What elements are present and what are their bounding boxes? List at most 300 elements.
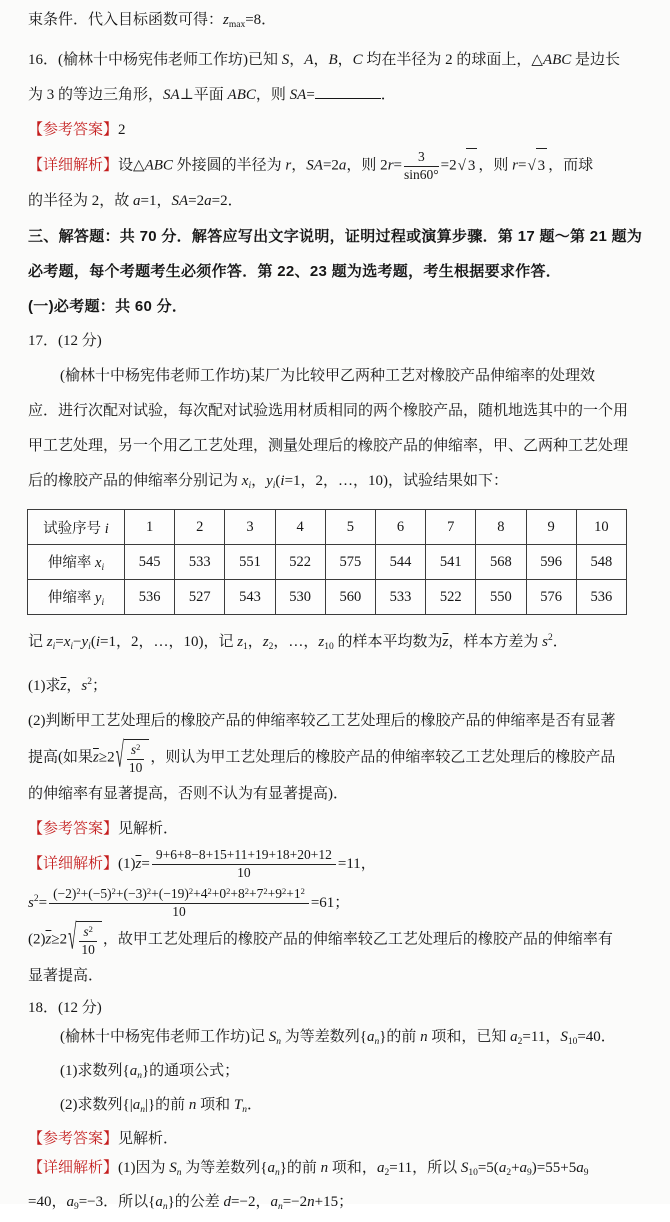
analysis-17-line-4 bbox=[0, 959, 670, 994]
fraction-numerator bbox=[127, 742, 145, 760]
text-run: i bbox=[248, 481, 252, 491]
text-run: 2 bbox=[547, 633, 553, 643]
text-run: ， bbox=[291, 157, 307, 174]
text-run: 项和， bbox=[328, 1160, 377, 1176]
text-run: 2 bbox=[146, 886, 152, 897]
text-run: 为等差数列{ bbox=[281, 1029, 367, 1045]
text-run: 9+6+8−8+15+11+19+18+20+12 bbox=[155, 847, 332, 863]
text-run: a bbox=[366, 1029, 375, 1045]
text-run: 544 bbox=[389, 553, 412, 570]
text-run: a bbox=[204, 193, 212, 209]
text-run: $\overline{z}$ bbox=[135, 856, 142, 872]
table-cell bbox=[526, 580, 576, 615]
text-run: ， bbox=[66, 678, 82, 694]
fraction bbox=[152, 847, 336, 882]
text-run: ； bbox=[91, 678, 107, 694]
text-run: n bbox=[277, 1202, 283, 1212]
text-run: ， bbox=[247, 634, 263, 650]
text-run: = bbox=[38, 895, 48, 911]
text-run: 1 bbox=[243, 642, 248, 652]
text-run: 2 bbox=[207, 886, 212, 897]
text-run: 9 bbox=[583, 1168, 589, 1178]
text-run: ABC bbox=[144, 157, 173, 174]
text-run: 560 bbox=[339, 588, 362, 605]
text-run: (2) bbox=[28, 931, 46, 948]
text-run: =40， bbox=[28, 1194, 67, 1210]
text-run: s bbox=[83, 924, 89, 940]
text-run: (1)求数列{ bbox=[60, 1063, 130, 1079]
text-run: 2 bbox=[517, 1037, 523, 1047]
text-run: 576 bbox=[540, 588, 562, 605]
table-cell bbox=[125, 510, 175, 545]
problem-17-q2-line-2 bbox=[0, 739, 670, 777]
table-cell bbox=[28, 510, 125, 545]
table-cell bbox=[426, 580, 476, 615]
text-run: 2 bbox=[33, 894, 39, 904]
problem-17-def-line bbox=[0, 621, 670, 665]
problem-18-q1 bbox=[0, 1057, 670, 1091]
text-run: +9 bbox=[267, 886, 282, 902]
text-run: B bbox=[328, 52, 338, 68]
text-run: 530 bbox=[289, 588, 312, 605]
analysis-16-line-1 bbox=[0, 148, 670, 184]
problem-17-line-2 bbox=[0, 394, 670, 429]
problem-17-line-3 bbox=[0, 429, 670, 464]
text-run: SA bbox=[171, 193, 189, 209]
text-run: 2 bbox=[88, 924, 93, 935]
text-run: =61； bbox=[310, 895, 350, 911]
text-run: 2 bbox=[244, 886, 249, 897]
text-run: +15； bbox=[314, 1194, 354, 1210]
text-run: a bbox=[132, 1097, 141, 1113]
fraction-denominator bbox=[79, 942, 97, 959]
text-run: 2 bbox=[281, 886, 287, 897]
text-run: ( bbox=[90, 634, 96, 650]
table-row bbox=[28, 580, 627, 615]
text-run: 10 bbox=[594, 518, 609, 535]
text-run: 2 bbox=[111, 886, 116, 897]
text-run: = bbox=[55, 634, 64, 650]
text-run: (1)求 bbox=[28, 678, 61, 694]
text-run: ≥2 bbox=[98, 749, 115, 766]
radicand bbox=[76, 921, 102, 959]
text-run: 后的橡胶产品的伸缩率分别记为 bbox=[28, 473, 242, 489]
text-run: 7 bbox=[447, 518, 455, 535]
text-run: =1，2，…，10)，试验结果如下： bbox=[284, 473, 509, 489]
text-run: (1)因为 bbox=[118, 1160, 170, 1176]
text-run: 10 bbox=[237, 865, 251, 881]
text-run: 伸缩率 bbox=[47, 555, 96, 571]
text-run: ，则 bbox=[255, 87, 290, 103]
text-run: a bbox=[133, 193, 141, 209]
text-run: n bbox=[162, 1202, 168, 1212]
text-run: a bbox=[270, 1194, 278, 1210]
text-run: (一)必考题：共 60 分． bbox=[28, 298, 188, 315]
text-run: s bbox=[28, 895, 34, 911]
tag-label: 【详细解析】 bbox=[28, 1160, 119, 1176]
text-run: 3 bbox=[417, 148, 425, 164]
text-run: 记 bbox=[28, 634, 47, 650]
text-run: +0 bbox=[211, 886, 227, 902]
text-run: 10 bbox=[567, 1037, 578, 1047]
text-run: i bbox=[95, 634, 100, 650]
text-run: a bbox=[66, 1194, 74, 1210]
intro-tail-line bbox=[0, 3, 670, 43]
text-run: =2 bbox=[322, 157, 339, 174]
text-run: (2)求数列{| bbox=[60, 1097, 133, 1113]
text-run: }的公差 bbox=[167, 1194, 224, 1210]
text-run: max bbox=[228, 20, 246, 30]
section-3-heading-line-2 bbox=[0, 254, 670, 289]
text-run: = bbox=[393, 157, 402, 174]
text-run: 试验序号 bbox=[43, 520, 105, 537]
text-run: n bbox=[307, 1194, 315, 1210]
text-run: S bbox=[281, 52, 290, 68]
text-run: 提高(如果 bbox=[28, 749, 93, 766]
text-run: 575 bbox=[339, 553, 362, 570]
table-cell bbox=[325, 580, 375, 615]
table-cell bbox=[225, 545, 275, 580]
radical-sign-icon: √ bbox=[527, 157, 536, 174]
radical bbox=[527, 148, 547, 184]
tag-label: 【参考答案】 bbox=[28, 122, 119, 138]
text-run: 3 bbox=[537, 158, 546, 174]
fraction-numerator bbox=[404, 149, 439, 167]
problem-17-q2-line-1 bbox=[0, 704, 670, 739]
text-run: a bbox=[155, 1194, 163, 1210]
text-run: ， bbox=[337, 52, 353, 68]
table-cell bbox=[125, 545, 175, 580]
text-run: +1 bbox=[286, 886, 301, 902]
text-run: =−2， bbox=[231, 1194, 271, 1210]
table-cell bbox=[426, 510, 476, 545]
text-run: 10 bbox=[172, 904, 186, 920]
text-run: 522 bbox=[289, 553, 312, 570]
fraction bbox=[127, 742, 145, 777]
table-cell bbox=[275, 545, 325, 580]
text-run: 的半径为 2，故 bbox=[28, 193, 134, 209]
table-cell bbox=[125, 580, 175, 615]
text-run: +(−5) bbox=[80, 886, 112, 902]
subsection-1-heading bbox=[0, 289, 670, 324]
experiment-results-table bbox=[27, 509, 627, 615]
text-run: SA bbox=[306, 157, 323, 174]
fraction bbox=[404, 149, 439, 184]
fraction-numerator bbox=[152, 847, 336, 865]
text-run: 必考题，每个考题考生必须作答．第 22、23 题为选考题，考生根据要求作答． bbox=[28, 263, 562, 280]
section-3-heading-line-1 bbox=[0, 219, 670, 254]
text-run: n bbox=[420, 1029, 428, 1045]
table-cell bbox=[28, 545, 125, 580]
text-run: 甲工艺处理，另一个用乙工艺处理，测量处理后的橡胶产品的伸缩率，甲、乙两种工艺处理 bbox=[28, 438, 629, 454]
text-run: 的样本平均数为 bbox=[333, 634, 443, 650]
text-run: 9 bbox=[547, 518, 555, 535]
text-run: i bbox=[52, 642, 56, 652]
text-run: i bbox=[104, 520, 109, 537]
radical bbox=[458, 148, 478, 184]
text-run: =−2 bbox=[282, 1194, 308, 1210]
text-run: )=55+5 bbox=[531, 1160, 577, 1176]
text-run: ≥2 bbox=[51, 931, 68, 948]
text-run: 548 bbox=[590, 553, 613, 570]
text-run: ， bbox=[313, 52, 329, 68]
text-run: 1 bbox=[145, 518, 154, 535]
text-run: 9 bbox=[527, 1168, 532, 1178]
text-run: 2 bbox=[196, 518, 204, 535]
text-run: y bbox=[95, 590, 102, 606]
text-run: y bbox=[266, 473, 273, 489]
text-run: 3 bbox=[467, 158, 476, 174]
table-cell bbox=[175, 580, 225, 615]
answer-17 bbox=[0, 812, 670, 847]
text-run: ． bbox=[247, 1097, 263, 1113]
text-run: }的通项公式； bbox=[141, 1063, 240, 1079]
text-run: SA bbox=[289, 87, 307, 103]
text-run: =11， bbox=[522, 1029, 561, 1045]
text-run: SA bbox=[163, 87, 180, 103]
text-run: n bbox=[137, 1071, 142, 1081]
fraction-denominator bbox=[127, 760, 145, 777]
text-run: ⊥平面 bbox=[179, 87, 228, 103]
table-cell bbox=[175, 510, 225, 545]
text-run: 项和，已知 bbox=[427, 1029, 511, 1045]
text-run: n bbox=[374, 1037, 380, 1047]
text-run: x bbox=[95, 555, 102, 571]
text-run: (2)判断甲工艺处理后的橡胶产品的伸缩率较乙工艺处理后的橡胶产品的伸缩率是否有显著 bbox=[28, 713, 616, 729]
text-run: }的前 bbox=[279, 1160, 321, 1176]
text-run: sin60° bbox=[404, 166, 439, 182]
text-run: 18．(12 分) bbox=[28, 1000, 102, 1016]
text-run: 543 bbox=[239, 588, 261, 605]
text-run: 550 bbox=[490, 588, 512, 605]
text-run: z bbox=[223, 12, 229, 28]
table-cell bbox=[426, 545, 476, 580]
text-run: $\overline{z}$ bbox=[442, 634, 449, 650]
text-run: 5 bbox=[346, 518, 354, 535]
text-run: 568 bbox=[490, 553, 512, 570]
text-run: 6 bbox=[396, 518, 405, 535]
text-run: 的伸缩率有显著提高，否则不认为有显著提高)． bbox=[28, 786, 348, 802]
analysis-17-line-2 bbox=[0, 882, 670, 921]
text-run: 10 bbox=[81, 942, 95, 958]
answer-16 bbox=[0, 113, 670, 148]
problem-17-line-4 bbox=[0, 464, 670, 504]
text-run: +7 bbox=[248, 886, 264, 902]
text-run: =11， bbox=[337, 856, 376, 872]
analysis-17-line-3 bbox=[0, 921, 670, 959]
table-cell bbox=[375, 545, 425, 580]
text-run: 17．(12 分) bbox=[28, 333, 102, 349]
text-run: 2 bbox=[76, 886, 81, 897]
radical-sign-icon: √ bbox=[457, 157, 466, 174]
text-run: 外接圆的半径为 bbox=[172, 157, 286, 174]
text-run: 为 3 的等边三角形， bbox=[28, 87, 164, 103]
problem-18-q2 bbox=[0, 1091, 670, 1125]
text-run: 8 bbox=[497, 518, 505, 535]
text-run: A bbox=[304, 52, 314, 68]
text-run: 三、解答题：共 70 分．解答应写出文字说明，证明过程或演算步骤．第 17 题～第 21 题为 bbox=[28, 228, 643, 245]
radicand bbox=[124, 739, 150, 777]
table-cell bbox=[275, 580, 325, 615]
text-run: 2 bbox=[188, 886, 194, 897]
text-run: n bbox=[276, 1037, 281, 1047]
text-run: 是边长 bbox=[571, 52, 621, 68]
text-run: ． bbox=[552, 634, 568, 650]
text-run: 设△ bbox=[118, 157, 145, 174]
text-run: =8． bbox=[245, 12, 277, 28]
fraction-denominator bbox=[49, 904, 309, 921]
text-run: a bbox=[338, 157, 347, 174]
text-run: r bbox=[285, 157, 292, 174]
text-run: +4 bbox=[193, 886, 208, 902]
text-run: i bbox=[101, 598, 105, 608]
text-run: 2 bbox=[136, 742, 141, 753]
problem-17-q2-line-3 bbox=[0, 777, 670, 812]
problem-17-q1 bbox=[0, 665, 670, 704]
text-run: ． bbox=[380, 87, 396, 103]
text-run: i bbox=[272, 481, 276, 491]
problem-16-line-1 bbox=[0, 43, 670, 78]
radical bbox=[68, 921, 102, 959]
table-cell bbox=[375, 580, 425, 615]
text-run: ， bbox=[289, 52, 305, 68]
table-row bbox=[28, 545, 627, 580]
text-run: S bbox=[460, 1160, 469, 1176]
text-run: S bbox=[560, 1029, 568, 1045]
text-run: n bbox=[242, 1105, 248, 1115]
text-run: +(−19) bbox=[151, 886, 189, 902]
text-run: 见解析． bbox=[118, 1131, 179, 1147]
text-run: |}的前 bbox=[144, 1097, 189, 1113]
analysis-17-line-1 bbox=[0, 847, 670, 882]
text-run: 见解析． bbox=[118, 821, 179, 837]
text-run: ，…， bbox=[273, 634, 319, 650]
text-run: ABC bbox=[542, 52, 572, 68]
text-run: 2 bbox=[384, 1168, 390, 1178]
text-run: S bbox=[169, 1160, 177, 1176]
table-cell bbox=[28, 580, 125, 615]
text-run: 2 bbox=[118, 122, 126, 138]
text-run: r bbox=[512, 157, 518, 174]
text-run: }的前 bbox=[379, 1029, 421, 1045]
text-run: =40． bbox=[577, 1029, 616, 1045]
text-run: s bbox=[81, 678, 88, 694]
radicand bbox=[466, 148, 478, 184]
answer-18 bbox=[0, 1125, 670, 1154]
problem-18-number bbox=[0, 994, 670, 1023]
table-cell bbox=[175, 545, 225, 580]
text-run: a bbox=[576, 1160, 584, 1176]
radical bbox=[116, 739, 150, 777]
text-run: a bbox=[129, 1063, 138, 1079]
tag-label: 【参考答案】 bbox=[28, 821, 119, 837]
problem-16-line-2 bbox=[0, 78, 670, 113]
text-run: n bbox=[176, 1168, 182, 1178]
text-run: 应．进行次配对试验，每次配对试验选用材质相同的两个橡胶产品，随机地选其中的一个用 bbox=[28, 403, 629, 419]
text-run: 项和 bbox=[196, 1097, 234, 1113]
tag-label: 【参考答案】 bbox=[28, 1131, 119, 1147]
text-run: ABC bbox=[227, 87, 256, 103]
fraction-denominator bbox=[404, 167, 439, 184]
text-run: ，则认为甲工艺处理后的橡胶产品的伸缩率较乙工艺处理后的橡胶产品 bbox=[150, 749, 616, 766]
problem-18-line-1 bbox=[0, 1023, 670, 1057]
text-run: =11，所以 bbox=[389, 1160, 461, 1176]
text-run: 均在半径为 2 的球面上，△ bbox=[362, 52, 543, 68]
text-run: a bbox=[376, 1160, 385, 1176]
table-row bbox=[28, 510, 627, 545]
text-run: 533 bbox=[389, 588, 412, 605]
text-run: 527 bbox=[188, 588, 211, 605]
text-run: $\overline{z}$ bbox=[93, 749, 99, 766]
table-cell bbox=[476, 510, 526, 545]
text-run: x bbox=[241, 473, 249, 489]
fraction-numerator bbox=[49, 886, 309, 904]
radical-sign-icon: √ bbox=[68, 919, 77, 958]
text-run: ，样本方差为 bbox=[448, 634, 543, 650]
text-run: 9 bbox=[73, 1202, 79, 1212]
text-run: n bbox=[140, 1105, 145, 1115]
text-run: 2 bbox=[506, 1168, 512, 1178]
text-run: 3 bbox=[246, 518, 254, 535]
text-run: 522 bbox=[439, 588, 462, 605]
text-run: 536 bbox=[138, 588, 161, 605]
text-run: z bbox=[262, 634, 269, 650]
table-cell bbox=[576, 545, 626, 580]
fraction-denominator bbox=[152, 865, 336, 882]
text-run: ，则 bbox=[478, 157, 513, 174]
radical-sign-icon: √ bbox=[115, 737, 124, 776]
answer-blank bbox=[315, 85, 381, 99]
analysis-18-line-1 bbox=[0, 1154, 670, 1188]
analysis-16-line-2 bbox=[0, 184, 670, 219]
table-cell bbox=[526, 510, 576, 545]
text-run: s bbox=[130, 742, 137, 758]
text-run: 束条件．代入目标函数可得： bbox=[28, 12, 224, 28]
text-run: 2 bbox=[226, 886, 231, 897]
text-run: =−3．所以{ bbox=[78, 1194, 156, 1210]
text-run: ，故甲工艺处理后的橡胶产品的伸缩率较乙工艺处理后的橡胶产品的伸缩率有 bbox=[102, 931, 613, 948]
text-run: a bbox=[267, 1160, 275, 1176]
table-cell bbox=[225, 580, 275, 615]
text-run: =1，2，…，10)，记 bbox=[99, 634, 238, 650]
text-run: ，则 2 bbox=[346, 157, 388, 174]
text-run: (榆林十中杨宪伟老师工作坊)记 bbox=[60, 1029, 269, 1045]
text-run: s bbox=[542, 634, 548, 650]
text-run: 10 bbox=[468, 1168, 478, 1178]
text-run: r bbox=[387, 157, 394, 174]
text-run: 为等差数列{ bbox=[181, 1160, 268, 1176]
text-run: − bbox=[73, 634, 82, 650]
text-run: 533 bbox=[188, 553, 211, 570]
text-run: i bbox=[101, 563, 105, 573]
text-run: = bbox=[141, 856, 150, 872]
text-run: = bbox=[517, 157, 527, 174]
table-cell bbox=[576, 510, 626, 545]
text-run: 10 bbox=[324, 642, 334, 652]
text-run: i bbox=[88, 642, 91, 652]
text-run: 10 bbox=[128, 760, 143, 776]
text-run: n bbox=[188, 1097, 197, 1113]
text-run: 551 bbox=[239, 553, 261, 570]
text-run: (−2) bbox=[53, 886, 77, 902]
table-cell bbox=[576, 580, 626, 615]
tag-label: 【详细解析】 bbox=[28, 856, 119, 872]
radicand bbox=[536, 148, 548, 184]
table-cell bbox=[476, 545, 526, 580]
text-run: =1， bbox=[140, 193, 172, 209]
text-run: 2 bbox=[300, 886, 305, 897]
table-cell bbox=[476, 580, 526, 615]
